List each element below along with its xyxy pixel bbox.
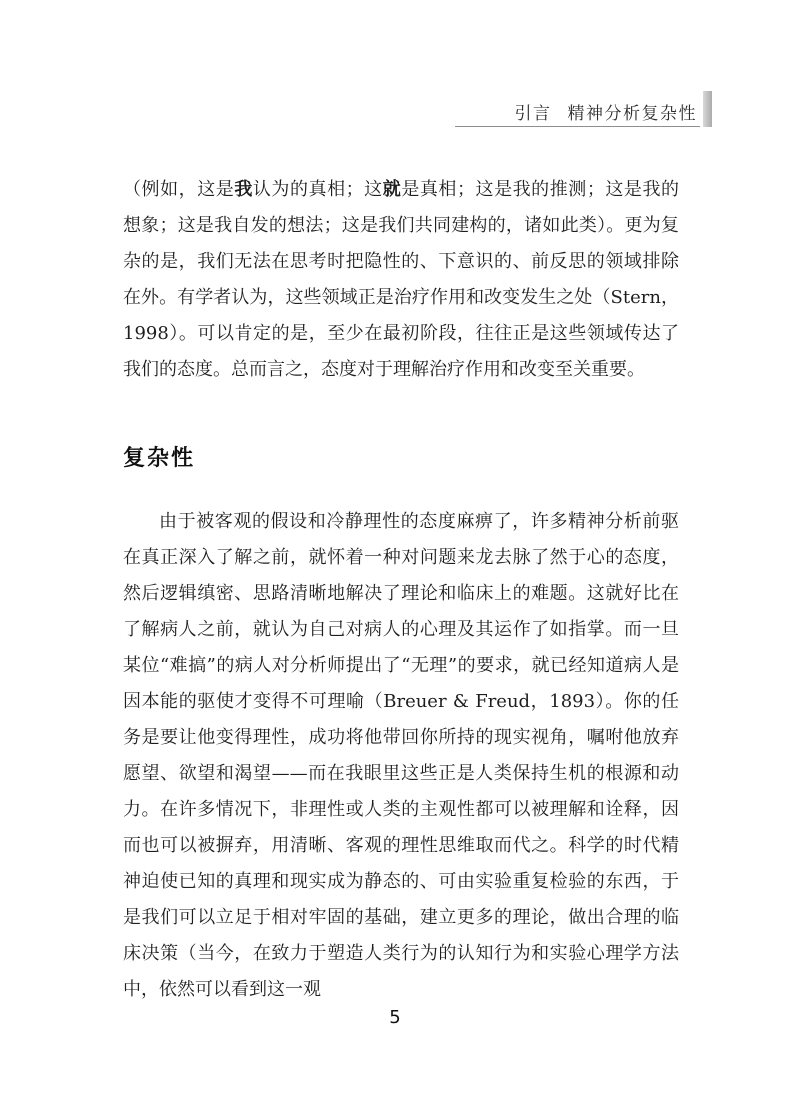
paragraph-continuation	[123, 172, 679, 388]
running-header-chapter: 引言	[514, 104, 552, 124]
page-number: 5	[389, 1007, 401, 1028]
section-heading: 复杂性	[123, 445, 196, 471]
paragraph1-bold-wo: 我	[234, 179, 253, 200]
paragraph1-text: （例如，这是	[123, 179, 235, 200]
paragraph1-text: 是真相；这是我的推测；这是我的想象；这是我自发的想法；这是我们共同建构的，诸如此类）。更为复杂的是，我们无法在思考时把隐性的、下意识的、前反思的领域排除在外。有学者认为，这些领域正是治疗作用和改变发生之处（Stern，1998）。可以肯定的是，至少在最初阶段，往往正是这些领域传达了我们的态度。总而言之，态度对于理解治疗作用和改变至关重要。	[123, 179, 680, 380]
header-rule	[455, 126, 700, 127]
running-header	[515, 99, 698, 124]
page-body	[123, 172, 679, 1008]
paragraph1-bold-jiu: 就	[382, 179, 402, 200]
header-accent-bar	[703, 91, 712, 127]
running-header-title: 精神分析复杂性	[567, 104, 697, 124]
paragraph1-text: 认为的真相；这	[252, 179, 383, 200]
paragraph-body: 由于被客观的假设和冷静理性的态度麻痹了，许多精神分析前驱在真正深入了解之前，就怀着一种对问题来龙去脉了然于心的态度，然后逻辑缜密、思路清晰地解决了理论和临床上的难题。这就好比在了解病人之前，就认为自己对病人的心理及其运作了如指掌。而一旦某位“难搞”的病人对分析师提出了“无理”的要求，就已经知道病人是因本能的驱使才变得不可理喻（Breuer & Freud，1893）。你的任务是要让他变得理性，成功将他带回你所持的现实视角，嘱咐他放弃愿望、欲望和渴望——而在我眼里这些正是人类保持生机的根源和动力。在许多情况下，非理性或人类的主观性都可以被理解和诠释，因而也可以被摒弃，用清晰、客观的理性思维取而代之。科学的时代精神迫使已知的真理和现实成为静态的、可由实验重复检验的东西，于是我们可以立足于相对牢固的基础，建立更多的理论，做出合理的临床决策（当今，在致力于塑造人类行为的认知行为和实验心理学方法中，依然可以看到这一观	[123, 511, 679, 1000]
